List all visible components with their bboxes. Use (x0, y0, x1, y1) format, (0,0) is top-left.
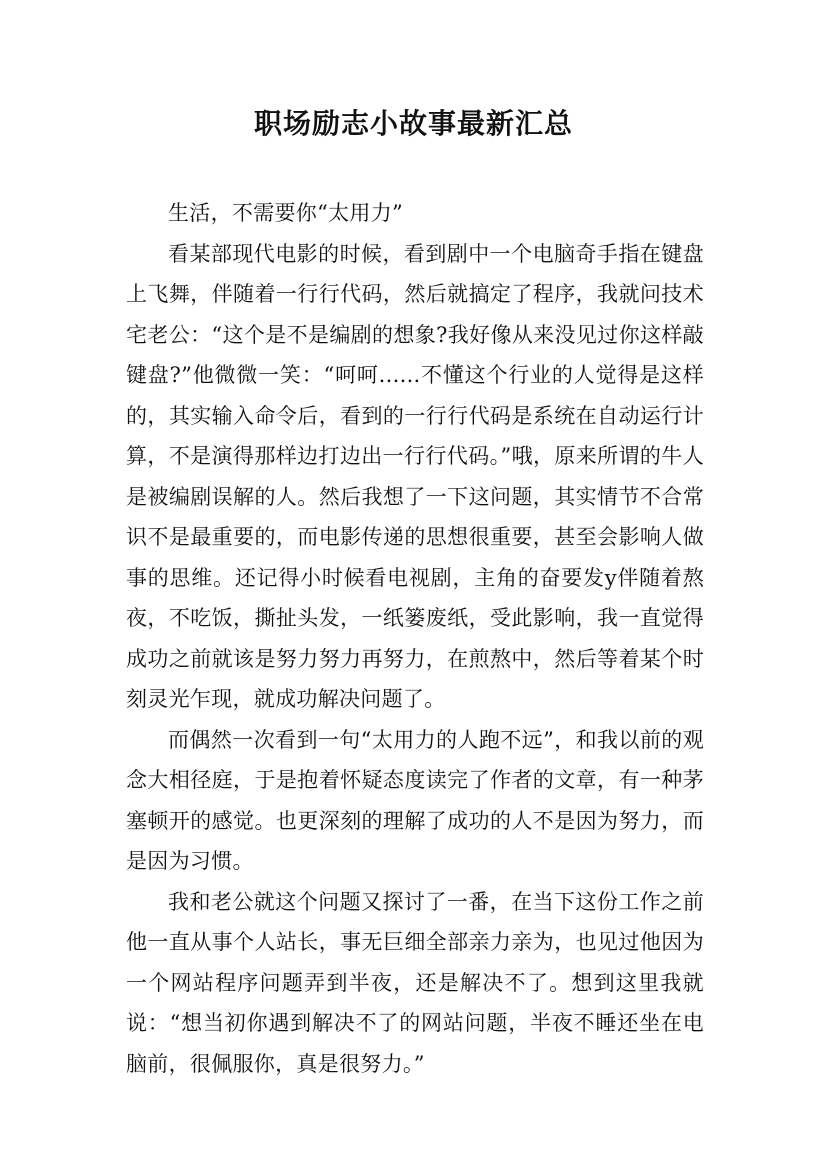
document-title: 职场励志小故事最新汇总 (253, 107, 573, 140)
paragraph-1: 生活，不需要你“太用力” (168, 201, 404, 225)
paragraph-2: 看某部现代电影的时候，看到剧中一个电脑奇手指在键盘上飞舞，伴随着一行行代码，然后就搞定了程序，我就问技术宅老公：“这个是不是编剧的想象?我好像从来没见过你这样敲键盘?”他微微一笑：“呵呵......不懂这个行业的人觉得是这样的，其实输入命令后，看到的一行行代码是系统在自动运行计算，不是演得那样边打边出一行行代码。”哦，原来所谓的牛人是被编剧误解的人。然后我想了一下这问题，其实情节不合常识不是最重要的，而电影传递的思想很重要，甚至会影响人做事的思维。还记得小时候看电视剧，主角的奋要发y伴随着熬夜，不吃饭，撕扯头发，一纸篓废纸，受此影响，我一直觉得成功之前就该是努力努力再努力，在煎熬中，然后等着某个时刻灵光乍现，就成功解决问题了。 (126, 241, 704, 711)
paragraph-3: 而偶然一次看到一句“太用力的人跑不远”，和我以前的观念大相径庭，于是抱着怀疑态度读完了作者的文章，有一种茅塞顿开的感觉。也更深刻的理解了成功的人不是因为努力，而是因为习惯。 (126, 727, 704, 873)
document-body (126, 193, 704, 1084)
paragraph-4: 我和老公就这个问题又探讨了一番，在当下这份工作之前他一直从事个人站长，事无巨细全部亲力亲为，也见过他因为一个网站程序问题弄到半夜，还是解决不了。想到这里我就说：“想当初你遇到解决不了的网站问题，半夜不睡还坐在电脑前，很佩服你，真是很努力。” (126, 889, 704, 1076)
